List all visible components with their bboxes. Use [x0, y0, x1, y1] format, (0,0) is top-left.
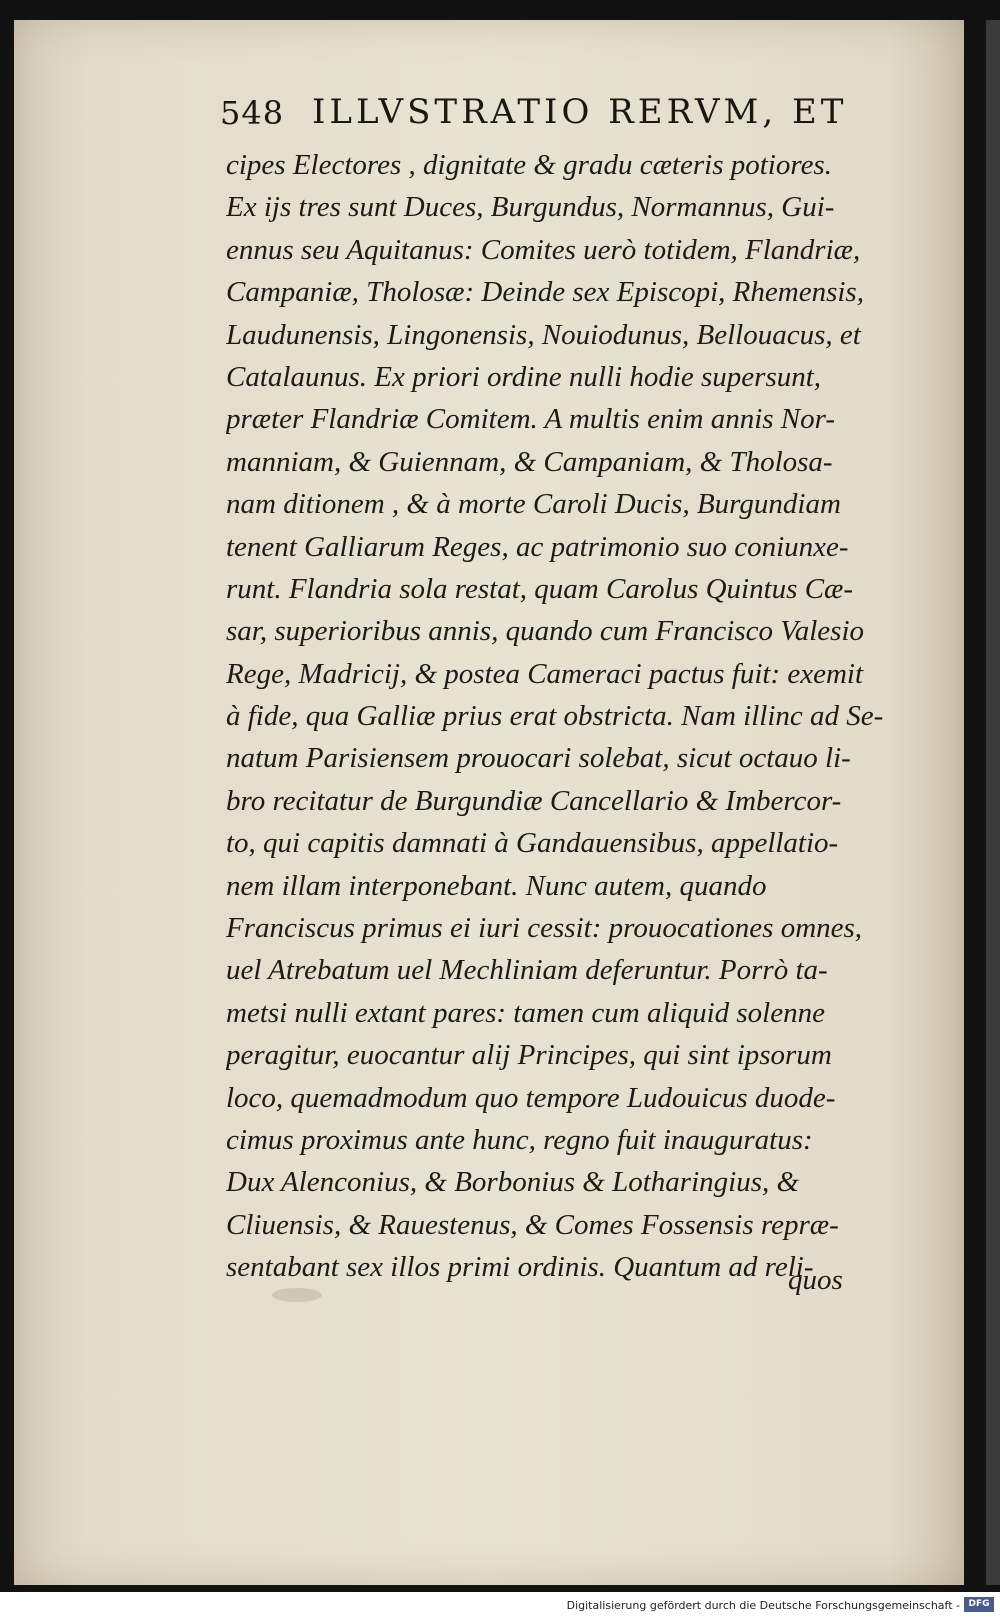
- text-line: nem illam interponebant. Nunc autem, quando: [226, 869, 767, 902]
- text-line: præter Flandriæ Comitem. A multis enim annis Nor-: [226, 403, 835, 436]
- text-line: Laudunensis, Lingonensis, Nouiodunus, Bellouacus, et: [226, 318, 861, 351]
- text-line: Ex ijs tres sunt Duces, Burgundus, Normannus, Gui-: [226, 191, 835, 224]
- text-line: Dux Alenconius, & Borbonius & Lotharingius, &: [226, 1166, 800, 1199]
- page-header: [220, 88, 880, 138]
- text-line: Franciscus primus ei iuri cessit: prouocationes omnes,: [226, 912, 863, 945]
- text-line: sentabant sex illos primi ordinis. Quantum ad reli-: [226, 1251, 814, 1284]
- text-line: cipes Electores , dignitate & gradu cæteris potiores.: [226, 149, 832, 181]
- text-line: manniam, & Guiennam, & Campaniam, & Tholosa-: [226, 445, 833, 478]
- text-line: Cliuensis, & Rauestenus, & Comes Fossensis repræ-: [226, 1208, 839, 1241]
- text-line: cimus proximus ante hunc, regno fuit inauguratus:: [226, 1123, 813, 1156]
- page-number: 548: [220, 94, 285, 132]
- body-text: [226, 144, 906, 1289]
- text-line: peragitur, euocantur alij Principes, qui sint ipsorum: [226, 1039, 832, 1072]
- text-line: runt. Flandria sola restat, quam Carolus Quintus Cæ-: [226, 572, 854, 605]
- text-line: Rege, Madricij, & postea Cameraci pactus fuit: exemit: [226, 657, 864, 690]
- text-line: ennus seu Aquitanus: Comites uerò totidem, Flandriæ,: [226, 233, 861, 266]
- text-line: Catalaunus. Ex priori ordine nulli hodie supersunt,: [226, 360, 822, 393]
- catchword: quos: [788, 1264, 843, 1296]
- text-line: nam ditionem , & à morte Caroli Ducis, Burgundiam: [226, 488, 841, 521]
- text-line: to, qui capitis damnati à Gandauensibus, appellatio-: [226, 827, 839, 860]
- page-edge-shadow: [986, 20, 1000, 1585]
- ink-stain: [272, 1288, 322, 1302]
- text-line: bro recitatur de Burgundiæ Cancellario & Imbercor-: [226, 784, 842, 817]
- funding-credit: Digitalisierung gefördert durch die Deutsche Forschungsgemeinschaft -: [566, 1599, 960, 1612]
- text-line: uel Atrebatum uel Mechliniam deferuntur. Porrò ta-: [226, 954, 828, 987]
- running-head: ILLVSTRATIO RERVM, ET: [312, 92, 848, 132]
- text-line: tenent Galliarum Reges, ac patrimonio suo coniunxe-: [226, 530, 849, 563]
- dfg-logo: DFG: [964, 1597, 994, 1612]
- digitization-footer: [0, 1594, 1000, 1619]
- text-line: Campaniæ, Tholosæ: Deinde sex Episcopi, Rhemensis,: [226, 276, 864, 309]
- text-line: sar, superioribus annis, quando cum Francisco Valesio: [226, 615, 864, 648]
- text-line: metsi nulli extant pares: tamen cum aliquid solenne: [226, 996, 825, 1029]
- text-line: loco, quemadmodum quo tempore Ludouicus duode-: [226, 1081, 836, 1114]
- text-line: à fide, qua Galliæ prius erat obstricta. Nam illinc ad Se-: [226, 700, 884, 733]
- text-line: natum Parisiensem prouocari solebat, sicut octauo li-: [226, 742, 851, 775]
